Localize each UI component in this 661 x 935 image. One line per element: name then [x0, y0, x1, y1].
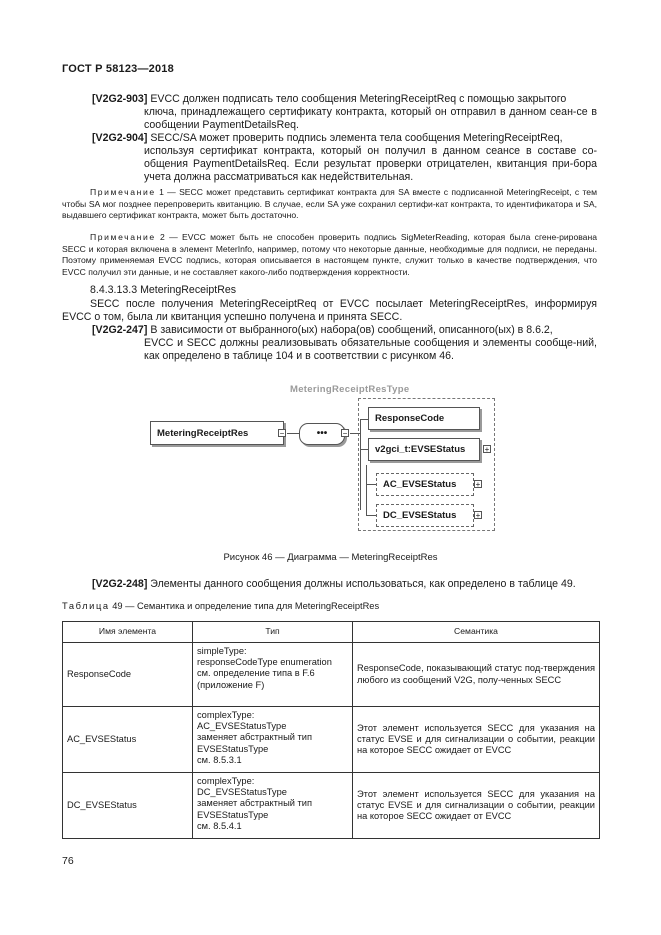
type-cell: [193, 773, 353, 839]
note-1: [62, 187, 597, 222]
collapse-icon[interactable]: −: [342, 429, 348, 438]
sequence-symbol: •••: [316, 428, 328, 439]
type-line: DC_EVSEStatusType: [197, 787, 287, 798]
type-line: EVSEStatusType: [197, 809, 269, 820]
column-header: Имя элемента: [63, 622, 193, 643]
requirement-text: Элементы данного сообщения должны использоваться, как определено в таблице 49.: [147, 578, 576, 590]
semantics-cell: Этот элемент используется SECC для указания на статус EVSE и для сигнализации о событии, реакции на которое SECC ожидает от EVCC: [353, 773, 600, 839]
requirement-248: [92, 578, 602, 591]
note-text: 1 — SECC может представить сертификат контракта для SA вместе с подписанной MeteringReceipt, с тем чтобы SA мог позднее перепроверить квитанцию. В случае, если SA уже сохранил сертифи-кат контракта, то идентификатора и SA, выдавшего сертификат контракта, может быть достаточно.: [62, 187, 597, 221]
element-label: v2gci_t:EVSEStatus: [375, 444, 466, 455]
table-row: [63, 643, 600, 707]
semantics-table: [62, 621, 600, 839]
type-line: см. 8.5.3.1: [197, 754, 242, 765]
note-label: Примечание: [90, 187, 156, 197]
requirement-text: SECC/SA может проверить подпись элемента тела сообщения MeteringReceiptReq,: [150, 132, 563, 144]
type-cell: [193, 643, 353, 707]
requirement-tag: [V2G2-903]: [92, 93, 148, 105]
type-line: см. 8.5.4.1: [197, 820, 242, 831]
column-header: Тип: [193, 622, 353, 643]
requirement-text: В зависимости от выбранного(ых) набора(ов) сообщений, описанного(ых) в 8.6.2,: [150, 324, 553, 336]
element-dc-evse-status: [376, 504, 474, 527]
element-label: ResponseCode: [375, 413, 445, 424]
type-line: EVSEStatusType: [197, 743, 269, 754]
figure-caption: Рисунок 46 — Диаграмма — MeteringReceiptRes: [223, 552, 438, 563]
connector-line: [360, 449, 368, 450]
table-caption: [62, 601, 379, 611]
table-row: [63, 773, 600, 839]
type-line: complexType:: [197, 776, 255, 786]
type-line: заменяет абстрактный тип: [197, 732, 313, 743]
connector-line: [366, 515, 376, 516]
requirement-904: [92, 132, 597, 184]
type-line: complexType:: [197, 710, 255, 720]
root-element-label: MeteringReceiptRes: [157, 427, 249, 439]
connector-line: [350, 433, 360, 434]
page-number: 76: [62, 855, 74, 867]
table-header-row: [63, 622, 600, 643]
element-name-cell: AC_EVSEStatus: [63, 707, 193, 773]
requirement-text-cont: ключа, принадлежащего сертификату контракта, который он отправил в данном сеан-се в сообщении PaymentDetailsReq.: [144, 106, 597, 131]
type-line: (приложение F): [197, 679, 265, 690]
requirement-tag: [V2G2-247]: [92, 324, 148, 336]
expand-icon[interactable]: +: [475, 511, 481, 520]
connector-trunk: [360, 419, 361, 510]
requirement-tag: [V2G2-248]: [92, 578, 148, 590]
note-2: [62, 232, 597, 278]
element-response-code: [368, 407, 480, 430]
expand-icon[interactable]: +: [484, 445, 490, 454]
diagram-type-name: MeteringReceiptResType: [290, 384, 410, 395]
element-name-cell: ResponseCode: [63, 643, 193, 707]
connector-line: [360, 419, 368, 420]
type-line: см. определение типа в F.6: [197, 668, 315, 679]
requirement-247: [92, 324, 597, 363]
element-evse-status: [368, 438, 480, 461]
requirement-text-cont: EVCC и SECC должны реализовывать обязательные сообщения и элементы сообще-ний, как определено в таблице 104 и в соответствии с рисунком 46.: [144, 337, 597, 362]
table-caption-label: Таблица: [62, 601, 110, 611]
type-line: AC_EVSEStatusType: [197, 721, 287, 732]
type-cell: [193, 707, 353, 773]
element-label: AC_EVSEStatus: [383, 479, 457, 490]
type-line: responseCodeType enumeration: [197, 657, 332, 668]
semantics-cell: Этот элемент используется SECC для указания на статус EVSE и для сигнализации о событии, реакции на которое SECC ожидает от EVCC: [353, 707, 600, 773]
expand-icon[interactable]: +: [475, 480, 481, 489]
connector-line: [366, 484, 376, 485]
type-line: заменяет абстрактный тип: [197, 798, 313, 809]
sequence-compositor: [299, 423, 345, 445]
connector-line: [287, 433, 299, 434]
requirement-text-cont: используя сертификат контракта, который он получил в данном сеансе в составе со-общения PaymentDetailsReq. Если результат проверки отрицателен, квитанция при-бора учета должна рассматриваться как недействительная.: [144, 145, 597, 183]
root-element-box: [150, 421, 284, 445]
document-header: ГОСТ Р 58123—2018: [62, 63, 174, 75]
connector-line: [366, 465, 367, 515]
type-line: simpleType:: [197, 646, 247, 656]
requirement-tag: [V2G2-904]: [92, 132, 148, 144]
section-intro: SECC после получения MeteringReceiptReq от EVCC посылает MeteringReceiptRes, информируя EVCC о том, была ли квитанция успешно получена и принята SECC.: [62, 298, 597, 323]
expand-icon[interactable]: −: [279, 429, 285, 438]
requirement-903: [92, 93, 597, 132]
element-name-cell: DC_EVSEStatus: [63, 773, 193, 839]
semantics-cell: ResponseCode, показывающий статус под-тверждения любого из сообщений V2G, полу-ченных SECC: [353, 643, 600, 707]
element-label: DC_EVSEStatus: [383, 510, 457, 521]
element-ac-evse-status: [376, 473, 474, 496]
table-row: [63, 707, 600, 773]
note-text: 2 — EVCC может быть не способен проверить подпись SigMeterReading, которая была сгене-рирована SECC и которая включена в элемент MeterInfo, например, потому что некоторые данные, необходимые для подписи, не переданы. Поэтому применяемая EVCC подпись, которая описывается в настоящем пункте, служит только в качестве подтверждения, что EVCC получил эти данные, и не составляет какого-либо подтверждения корректности.: [62, 232, 597, 277]
note-label: Примечание: [90, 232, 156, 242]
section-heading: 8.4.3.13.3 MeteringReceiptRes: [90, 284, 237, 296]
column-header: Семантика: [353, 622, 600, 643]
requirement-text: EVCC должен подписать тело сообщения MeteringReceiptReq с помощью закрытого: [150, 93, 567, 105]
table-caption-text: 49 — Семантика и определение типа для MeteringReceiptRes: [109, 601, 380, 611]
